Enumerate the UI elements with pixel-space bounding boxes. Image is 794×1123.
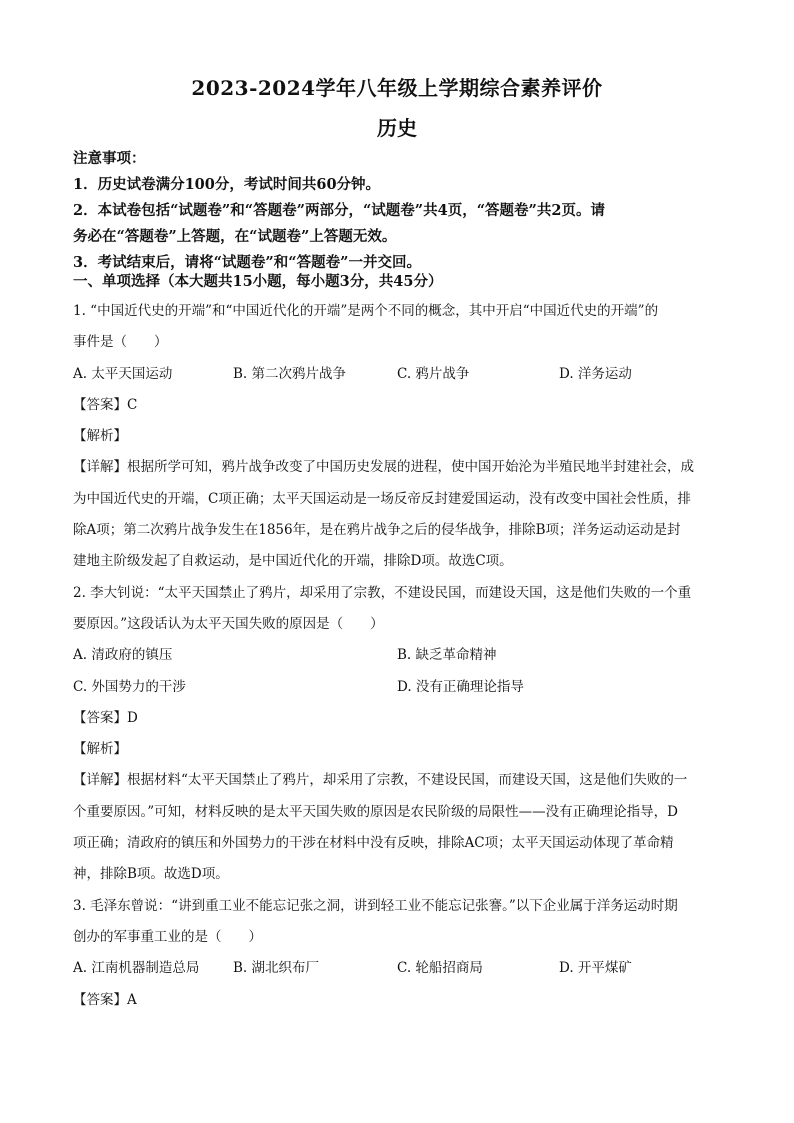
notes-block	[73, 146, 723, 276]
question-2-analysis-label: 【解析】	[73, 741, 127, 758]
question-3-options	[73, 953, 725, 984]
option-d: D. 没有正确理论指导	[397, 678, 524, 695]
question-2-stem: 2. 李大钊说：“太平天国禁止了鸦片，却采用了宗教，不建设民国，而建设天国，这是他们失败的一个重	[73, 584, 692, 601]
question-3-stem: 3. 毛泽东曾说：“讲到重工业不能忘记张之洞，讲到轻工业不能忘记张謇。”以下企业属于洋务运动时期	[73, 897, 678, 914]
question-2-detail: 个重要原因。”可知，材料反映的是太平天国失败的原因是农民阶级的局限性——没有正确理论指导，D	[73, 803, 678, 820]
option-b: B. 湖北织布厂	[233, 960, 320, 977]
answer-value: D	[127, 709, 138, 726]
question-1-detail: 为中国近代史的开端，C项正确；太平天国运动是一场反帝反封建爱国运动，没有改变中国社会性质，排	[73, 490, 691, 507]
option-b: B. 缺乏革命精神	[397, 647, 497, 664]
detail-label: 【详解】	[73, 772, 127, 789]
questions-block	[73, 296, 725, 1016]
question-1-detail: 除A项；第二次鸦片战争发生在1856年，是在鸦片战争之后的侵华战争，排除B项；洋务运动运动是封	[73, 522, 681, 539]
option-b: B. 第二次鸦片战争	[233, 365, 347, 382]
question-3-stem: 创办的军事重工业的是（ ）	[73, 928, 262, 945]
question-1-stem: 事件是（ ）	[73, 334, 168, 351]
option-c: C. 鸦片战争	[397, 365, 470, 382]
notes-item: 务必在“答题卷”上答题，在“试题卷”上答题无效。	[73, 228, 397, 245]
question-2-options	[73, 672, 725, 703]
option-a: A. 清政府的镇压	[73, 647, 173, 664]
question-1-detail	[73, 452, 725, 483]
question-2-detail: 项正确；清政府的镇压和外国势力的干涉在材料中没有反映，排除AC项；太平天国运动体现了革命精	[73, 835, 674, 852]
notes-heading: 注意事项：	[73, 150, 146, 167]
option-d: D. 洋务运动	[559, 365, 632, 382]
question-3-answer	[73, 985, 725, 1016]
answer-label: 【答案】	[73, 709, 127, 726]
question-2-detail: 神，排除B项。故选D项。	[73, 866, 229, 883]
question-2-answer	[73, 703, 725, 734]
answer-value: C	[127, 396, 138, 413]
question-1-answer	[73, 390, 725, 421]
question-2-detail	[73, 765, 725, 796]
exam-subject: 历史	[377, 116, 417, 140]
question-1-analysis-label: 【解析】	[73, 428, 127, 445]
notes-item: 2．本试卷包括“试题卷”和“答题卷”两部分，“试题卷”共4页，“答题卷”共2页。请	[73, 202, 605, 219]
option-c: C. 轮船招商局	[397, 960, 483, 977]
section-title: 一、单项选择（本大题共15小题，每小题3分，共45分）	[73, 273, 443, 290]
option-d: D. 开平煤矿	[559, 960, 632, 977]
detail-text: 根据材料“太平天国禁止了鸦片，却采用了宗教，不建设民国，而建设天国，这是他们失败的一	[127, 772, 688, 789]
answer-label: 【答案】	[73, 396, 127, 413]
notes-item: 1．历史试卷满分100分，考试时间共60分钟。	[73, 176, 381, 193]
detail-text: 根据所学可知，鸦片战争改变了中国历史发展的进程，使中国开始沦为半殖民地半封建社会，成	[127, 459, 694, 476]
option-a: A. 江南机器制造总局	[73, 960, 200, 977]
question-1-options	[73, 359, 725, 390]
option-c: C. 外国势力的干涉	[73, 678, 186, 695]
answer-value: A	[127, 991, 137, 1008]
notes-item: 3．考试结束后，请将“试题卷”和“答题卷”一并交回。	[73, 254, 421, 271]
question-1-stem: 1. “中国近代史的开端”和“中国近代化的开端”是两个不同的概念，其中开启“中国近代史的开端”的	[73, 303, 659, 319]
question-2-options	[73, 640, 725, 671]
exam-title: 2023-2024学年八年级上学期综合素养评价	[191, 76, 603, 100]
answer-label: 【答案】	[73, 991, 127, 1008]
question-1-detail: 建地主阶级发起了自救运动，是中国近代化的开端，排除D项。故选C项。	[73, 553, 513, 570]
option-a: A. 太平天国运动	[73, 365, 173, 382]
detail-label: 【详解】	[73, 459, 127, 476]
question-2-stem: 要原因。”这段话认为太平天国失败的原因是（ ）	[73, 615, 384, 632]
